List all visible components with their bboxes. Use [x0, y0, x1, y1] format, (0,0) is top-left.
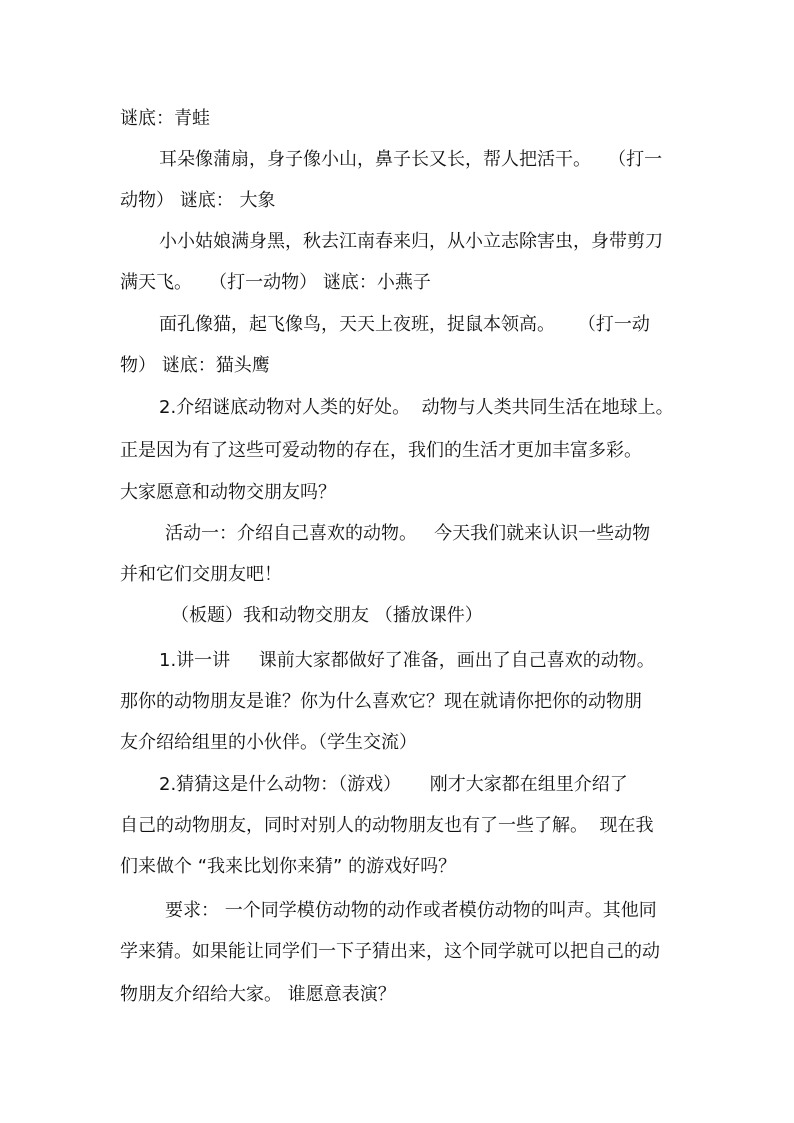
- text-line: 要求： 一个同学模仿动物的动作或者模仿动物的叫声。其他同: [165, 900, 657, 921]
- text-line: 谜底：青蛙: [120, 108, 210, 129]
- text-line: 们来做个 “我来比划你来猜” 的游戏好吗？: [120, 856, 457, 877]
- text-line: 友介绍给组里的小伙伴。（学生交流）: [120, 732, 417, 753]
- text-line: 2.介绍谜底动物对人类的好处。 动物与人类共同生活在地球上。: [159, 397, 674, 418]
- text-line: 2.猜猜这是什么动物：（游戏） 刚才大家都在组里介绍了: [159, 774, 628, 795]
- text-line: 满天飞。 （打一动物） 谜底：小燕子: [120, 272, 431, 293]
- text-line: 活动一：介绍自己喜欢的动物。 今天我们就来认识一些动物: [165, 523, 651, 544]
- text-line: 那你的动物朋友是谁？你为什么喜欢它？现在就请你把你的动物朋: [120, 691, 642, 712]
- text-line: 物朋友介绍给大家。 谁愿意表演？: [120, 984, 396, 1005]
- text-line: 学来猜。如果能让同学们一下子猜出来，这个同学就可以把自己的动: [120, 941, 660, 962]
- text-line: 物） 谜底：猫头鹰: [120, 355, 270, 376]
- text-line: 自己的动物朋友，同时对别人的动物朋友也有了一些了解。 现在我: [120, 815, 654, 836]
- text-line: 并和它们交朋友吧！: [120, 564, 282, 585]
- text-line: 1.讲一讲 课前大家都做好了准备，画出了自己喜欢的动物。: [159, 650, 655, 671]
- text-line: 小小姑娘满身黑，秋去江南春来归，从小立志除害虫，身带剪刀: [159, 231, 663, 252]
- text-line: 动物） 谜底： 大象: [120, 190, 276, 211]
- text-line: 大家愿意和动物交朋友吗？: [120, 482, 336, 503]
- text-line: （板题）我和动物交朋友 （播放课件）: [171, 605, 483, 626]
- text-line: 耳朵像蒲扇，身子像小山，鼻子长又长，帮人把活干。 （打一: [159, 149, 663, 170]
- text-line: 正是因为有了这些可爱动物的存在，我们的生活才更加丰富多彩。: [120, 440, 642, 461]
- text-line: 面孔像猫，起飞像鸟，天天上夜班，捉鼠本领高。 （打一动: [159, 314, 650, 335]
